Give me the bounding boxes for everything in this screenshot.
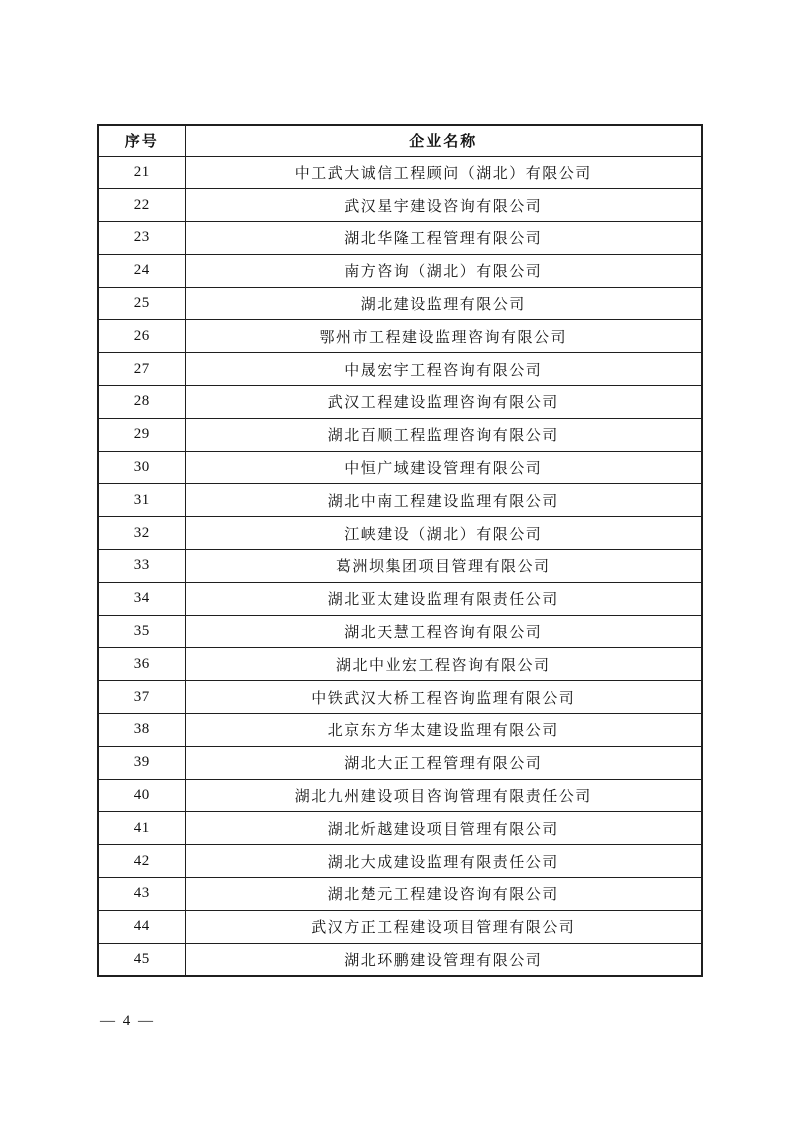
company-name-cell: 湖北环鹏建设管理有限公司 — [185, 943, 702, 976]
table-row — [98, 582, 702, 615]
row-number-cell: 36 — [98, 648, 185, 681]
company-name-cell: 葛洲坝集团项目管理有限公司 — [185, 550, 702, 583]
company-name-cell: 江峡建设（湖北）有限公司 — [185, 517, 702, 550]
table-header-row — [98, 125, 702, 156]
table-row — [98, 550, 702, 583]
table-row — [98, 386, 702, 419]
row-number-cell: 29 — [98, 418, 185, 451]
company-name-cell: 武汉工程建设监理咨询有限公司 — [185, 386, 702, 419]
table-row — [98, 451, 702, 484]
row-number-cell: 21 — [98, 156, 185, 189]
row-number-cell: 23 — [98, 222, 185, 255]
company-name-cell: 湖北九州建设项目咨询管理有限责任公司 — [185, 779, 702, 812]
row-number-cell: 30 — [98, 451, 185, 484]
table-row — [98, 878, 702, 911]
company-name-cell: 鄂州市工程建设监理咨询有限公司 — [185, 320, 702, 353]
row-number-cell: 39 — [98, 746, 185, 779]
row-number-cell: 37 — [98, 681, 185, 714]
company-name-cell: 武汉方正工程建设项目管理有限公司 — [185, 910, 702, 943]
row-number-cell: 32 — [98, 517, 185, 550]
table-row — [98, 156, 702, 189]
company-name-cell: 湖北大正工程管理有限公司 — [185, 746, 702, 779]
row-number-cell: 26 — [98, 320, 185, 353]
table-row — [98, 222, 702, 255]
row-number-cell: 43 — [98, 878, 185, 911]
table-row — [98, 910, 702, 943]
row-number-cell: 31 — [98, 484, 185, 517]
table-body — [98, 156, 702, 976]
company-name-cell: 中晟宏宇工程咨询有限公司 — [185, 353, 702, 386]
row-number-cell: 25 — [98, 287, 185, 320]
table-row — [98, 254, 702, 287]
company-name-cell: 北京东方华太建设监理有限公司 — [185, 714, 702, 747]
row-number-cell: 22 — [98, 189, 185, 222]
table-row — [98, 484, 702, 517]
company-name-cell: 湖北建设监理有限公司 — [185, 287, 702, 320]
company-name-cell: 武汉星宇建设咨询有限公司 — [185, 189, 702, 222]
company-name-cell: 湖北大成建设监理有限责任公司 — [185, 845, 702, 878]
row-number-cell: 41 — [98, 812, 185, 845]
company-name-cell: 湖北天慧工程咨询有限公司 — [185, 615, 702, 648]
company-name-cell: 中铁武汉大桥工程咨询监理有限公司 — [185, 681, 702, 714]
table-row — [98, 517, 702, 550]
table-row — [98, 189, 702, 222]
table-row — [98, 812, 702, 845]
row-number-cell: 33 — [98, 550, 185, 583]
row-number-cell: 44 — [98, 910, 185, 943]
row-number-cell: 27 — [98, 353, 185, 386]
table-row — [98, 943, 702, 976]
row-number-cell: 34 — [98, 582, 185, 615]
row-number-cell: 40 — [98, 779, 185, 812]
row-number-cell: 45 — [98, 943, 185, 976]
table-row — [98, 353, 702, 386]
row-number-cell: 35 — [98, 615, 185, 648]
company-name-cell: 湖北炘越建设项目管理有限公司 — [185, 812, 702, 845]
company-name-cell: 湖北楚元工程建设咨询有限公司 — [185, 878, 702, 911]
table-row — [98, 746, 702, 779]
column-header-index: 序号 — [98, 125, 185, 156]
table-row — [98, 287, 702, 320]
company-table — [97, 124, 703, 977]
row-number-cell: 42 — [98, 845, 185, 878]
row-number-cell: 38 — [98, 714, 185, 747]
page-number: — 4 — — [100, 1013, 155, 1029]
table-row — [98, 681, 702, 714]
company-name-cell: 南方咨询（湖北）有限公司 — [185, 254, 702, 287]
company-name-cell: 湖北华隆工程管理有限公司 — [185, 222, 702, 255]
company-name-cell: 中恒广域建设管理有限公司 — [185, 451, 702, 484]
row-number-cell: 24 — [98, 254, 185, 287]
company-name-cell: 湖北百顺工程监理咨询有限公司 — [185, 418, 702, 451]
table-row — [98, 714, 702, 747]
table-row — [98, 615, 702, 648]
column-header-company: 企业名称 — [185, 125, 702, 156]
table-row — [98, 648, 702, 681]
company-name-cell: 湖北中南工程建设监理有限公司 — [185, 484, 702, 517]
row-number-cell: 28 — [98, 386, 185, 419]
company-name-cell: 湖北中业宏工程咨询有限公司 — [185, 648, 702, 681]
table-row — [98, 418, 702, 451]
table-row — [98, 320, 702, 353]
company-name-cell: 湖北亚太建设监理有限责任公司 — [185, 582, 702, 615]
table-row — [98, 845, 702, 878]
table-row — [98, 779, 702, 812]
company-name-cell: 中工武大诚信工程顾问（湖北）有限公司 — [185, 156, 702, 189]
